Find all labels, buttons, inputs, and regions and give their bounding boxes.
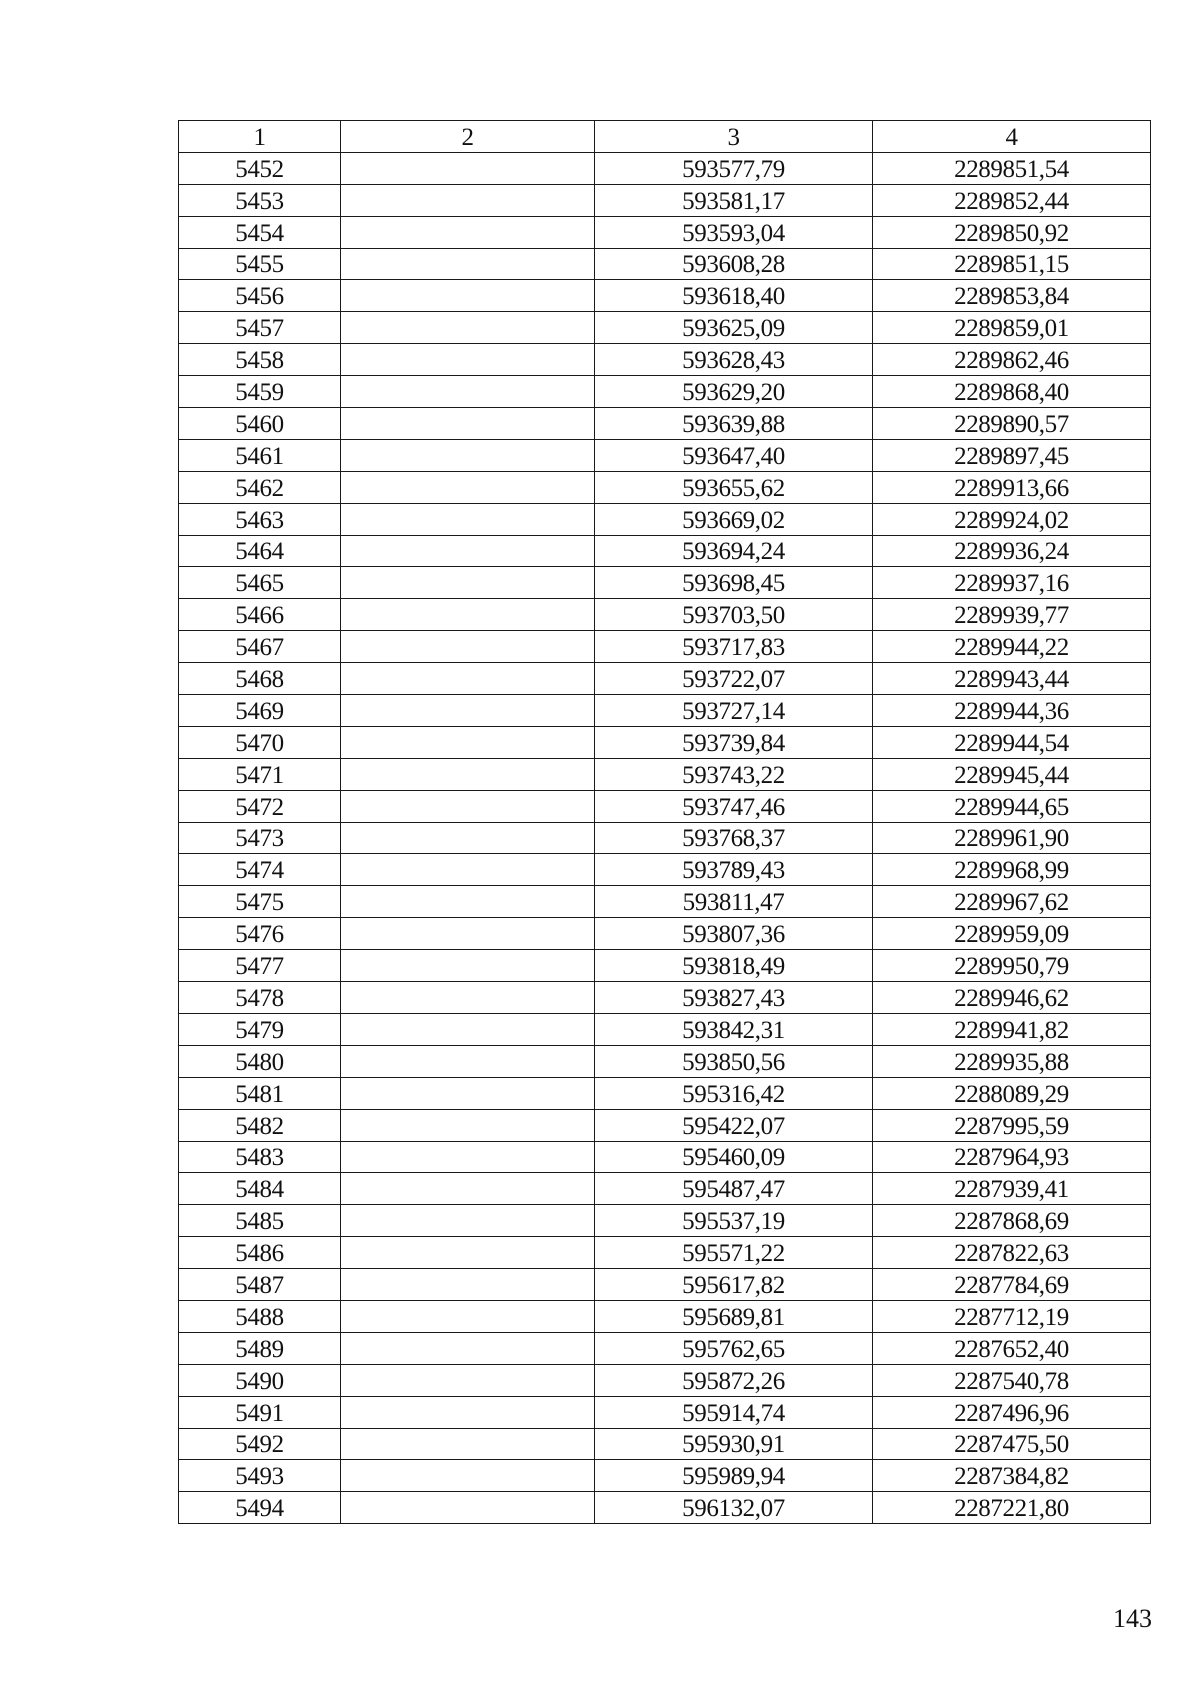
point-number-cell: 5460: [179, 408, 341, 440]
description-cell: [341, 152, 595, 184]
table-row: [179, 1077, 1151, 1109]
coordinate-x-cell: 593768,37: [595, 822, 873, 854]
coordinate-x-cell: 595930,91: [595, 1428, 873, 1460]
page-number: 143: [1113, 1604, 1152, 1633]
point-number-cell: 5492: [179, 1428, 341, 1460]
table-row: [179, 1205, 1151, 1237]
coordinate-x-cell: 593743,22: [595, 758, 873, 790]
coordinate-y-cell: 2289950,79: [873, 950, 1151, 982]
coordinate-y-cell: 2289937,16: [873, 567, 1151, 599]
table-row: [179, 822, 1151, 854]
coordinate-y-cell: 2289943,44: [873, 663, 1151, 695]
point-number-cell: 5453: [179, 184, 341, 216]
description-cell: [341, 663, 595, 695]
coordinate-y-cell: 2287221,80: [873, 1492, 1151, 1524]
table-row: [179, 758, 1151, 790]
coordinate-x-cell: 593628,43: [595, 344, 873, 376]
coordinate-x-cell: 593739,84: [595, 726, 873, 758]
point-number-cell: 5488: [179, 1300, 341, 1332]
table-row: [179, 439, 1151, 471]
description-cell: [341, 1109, 595, 1141]
table-row: [179, 1141, 1151, 1173]
coordinate-x-cell: 593818,49: [595, 950, 873, 982]
coordinate-x-cell: 595914,74: [595, 1396, 873, 1428]
table-row: [179, 248, 1151, 280]
table-header: [179, 121, 1151, 153]
coordinate-x-cell: 595316,42: [595, 1077, 873, 1109]
coordinate-x-cell: 593842,31: [595, 1013, 873, 1045]
coordinate-y-cell: 2289936,24: [873, 535, 1151, 567]
description-cell: [341, 1237, 595, 1269]
header-col-1: 1: [179, 121, 341, 153]
coordinate-x-cell: 593625,09: [595, 312, 873, 344]
point-number-cell: 5478: [179, 982, 341, 1014]
description-cell: [341, 312, 595, 344]
point-number-cell: 5467: [179, 631, 341, 663]
table-row: [179, 918, 1151, 950]
coordinate-y-cell: 2289850,92: [873, 216, 1151, 248]
coordinate-y-cell: 2289862,46: [873, 344, 1151, 376]
coordinate-y-cell: 2289944,65: [873, 790, 1151, 822]
coordinate-y-cell: 2287939,41: [873, 1173, 1151, 1205]
header-col-2: 2: [341, 121, 595, 153]
coordinate-y-cell: 2289852,44: [873, 184, 1151, 216]
coordinate-y-cell: 2287784,69: [873, 1269, 1151, 1301]
coordinate-x-cell: 595537,19: [595, 1205, 873, 1237]
description-cell: [341, 854, 595, 886]
coordinate-x-cell: 593647,40: [595, 439, 873, 471]
point-number-cell: 5469: [179, 695, 341, 727]
table-row: [179, 312, 1151, 344]
table-row: [179, 1460, 1151, 1492]
description-cell: [341, 248, 595, 280]
point-number-cell: 5472: [179, 790, 341, 822]
description-cell: [341, 1269, 595, 1301]
coordinate-x-cell: 596132,07: [595, 1492, 873, 1524]
table-row: [179, 886, 1151, 918]
table-row: [179, 726, 1151, 758]
table-row: [179, 376, 1151, 408]
coordinate-x-cell: 593629,20: [595, 376, 873, 408]
coordinate-x-cell: 593698,45: [595, 567, 873, 599]
table-row: [179, 408, 1151, 440]
coordinate-x-cell: 593789,43: [595, 854, 873, 886]
description-cell: [341, 726, 595, 758]
point-number-cell: 5490: [179, 1364, 341, 1396]
description-cell: [341, 1205, 595, 1237]
description-cell: [341, 1300, 595, 1332]
table-row: [179, 950, 1151, 982]
point-number-cell: 5474: [179, 854, 341, 886]
coordinate-x-cell: 593655,62: [595, 471, 873, 503]
point-number-cell: 5470: [179, 726, 341, 758]
description-cell: [341, 376, 595, 408]
coordinate-y-cell: 2289851,15: [873, 248, 1151, 280]
coordinate-y-cell: 2287540,78: [873, 1364, 1151, 1396]
table-row: [179, 1013, 1151, 1045]
coordinate-y-cell: 2289851,54: [873, 152, 1151, 184]
description-cell: [341, 184, 595, 216]
point-number-cell: 5489: [179, 1332, 341, 1364]
table-row: [179, 599, 1151, 631]
point-number-cell: 5483: [179, 1141, 341, 1173]
coordinate-x-cell: 593850,56: [595, 1045, 873, 1077]
description-cell: [341, 1396, 595, 1428]
coordinate-x-cell: 593669,02: [595, 503, 873, 535]
table-row: [179, 663, 1151, 695]
description-cell: [341, 599, 595, 631]
coordinate-y-cell: 2289890,57: [873, 408, 1151, 440]
coordinate-y-cell: 2289961,90: [873, 822, 1151, 854]
coordinate-y-cell: 2287868,69: [873, 1205, 1151, 1237]
table-row: [179, 1269, 1151, 1301]
coordinate-x-cell: 595617,82: [595, 1269, 873, 1301]
coordinate-y-cell: 2287995,59: [873, 1109, 1151, 1141]
coordinate-x-cell: 593827,43: [595, 982, 873, 1014]
table-row: [179, 790, 1151, 822]
coordinate-y-cell: 2289944,36: [873, 695, 1151, 727]
coordinate-y-cell: 2289924,02: [873, 503, 1151, 535]
coordinate-x-cell: 595460,09: [595, 1141, 873, 1173]
description-cell: [341, 695, 595, 727]
description-cell: [341, 408, 595, 440]
point-number-cell: 5464: [179, 535, 341, 567]
description-cell: [341, 982, 595, 1014]
coordinate-x-cell: 595989,94: [595, 1460, 873, 1492]
coordinate-x-cell: 593807,36: [595, 918, 873, 950]
table-row: [179, 982, 1151, 1014]
coordinate-y-cell: 2289967,62: [873, 886, 1151, 918]
coordinate-x-cell: 593581,17: [595, 184, 873, 216]
point-number-cell: 5475: [179, 886, 341, 918]
coordinate-y-cell: 2287964,93: [873, 1141, 1151, 1173]
point-number-cell: 5461: [179, 439, 341, 471]
point-number-cell: 5455: [179, 248, 341, 280]
point-number-cell: 5459: [179, 376, 341, 408]
description-cell: [341, 1077, 595, 1109]
description-cell: [341, 1460, 595, 1492]
coordinate-y-cell: 2287475,50: [873, 1428, 1151, 1460]
header-col-4: 4: [873, 121, 1151, 153]
point-number-cell: 5479: [179, 1013, 341, 1045]
table-row: [179, 184, 1151, 216]
coordinate-y-cell: 2289897,45: [873, 439, 1151, 471]
coordinate-y-cell: 2289913,66: [873, 471, 1151, 503]
point-number-cell: 5458: [179, 344, 341, 376]
table-row: [179, 854, 1151, 886]
description-cell: [341, 280, 595, 312]
description-cell: [341, 1364, 595, 1396]
table-row: [179, 1428, 1151, 1460]
coordinate-y-cell: 2289935,88: [873, 1045, 1151, 1077]
point-number-cell: 5476: [179, 918, 341, 950]
description-cell: [341, 950, 595, 982]
coordinate-y-cell: 2288089,29: [873, 1077, 1151, 1109]
coordinate-x-cell: 593639,88: [595, 408, 873, 440]
description-cell: [341, 918, 595, 950]
table-row: [179, 1300, 1151, 1332]
table-row: [179, 1237, 1151, 1269]
description-cell: [341, 1173, 595, 1205]
coordinate-x-cell: 595571,22: [595, 1237, 873, 1269]
table-body: [179, 152, 1151, 1523]
coordinate-y-cell: 2287496,96: [873, 1396, 1151, 1428]
description-cell: [341, 1492, 595, 1524]
table-row: [179, 1492, 1151, 1524]
point-number-cell: 5477: [179, 950, 341, 982]
point-number-cell: 5493: [179, 1460, 341, 1492]
point-number-cell: 5487: [179, 1269, 341, 1301]
table-row: [179, 1364, 1151, 1396]
point-number-cell: 5463: [179, 503, 341, 535]
coordinate-x-cell: 593811,47: [595, 886, 873, 918]
table-row: [179, 535, 1151, 567]
table-row: [179, 631, 1151, 663]
coordinates-table: [178, 120, 1151, 1524]
description-cell: [341, 503, 595, 535]
coordinate-x-cell: 593593,04: [595, 216, 873, 248]
coordinate-x-cell: 595872,26: [595, 1364, 873, 1396]
table-row: [179, 567, 1151, 599]
coordinate-y-cell: 2289939,77: [873, 599, 1151, 631]
point-number-cell: 5471: [179, 758, 341, 790]
coordinate-x-cell: 593747,46: [595, 790, 873, 822]
point-number-cell: 5486: [179, 1237, 341, 1269]
table-row: [179, 1173, 1151, 1205]
description-cell: [341, 790, 595, 822]
coordinate-x-cell: 593618,40: [595, 280, 873, 312]
header-row: [179, 121, 1151, 153]
point-number-cell: 5494: [179, 1492, 341, 1524]
table-row: [179, 471, 1151, 503]
point-number-cell: 5457: [179, 312, 341, 344]
point-number-cell: 5481: [179, 1077, 341, 1109]
point-number-cell: 5462: [179, 471, 341, 503]
coordinate-y-cell: 2289868,40: [873, 376, 1151, 408]
coordinate-x-cell: 595689,81: [595, 1300, 873, 1332]
coordinate-x-cell: 593694,24: [595, 535, 873, 567]
description-cell: [341, 567, 595, 599]
description-cell: [341, 631, 595, 663]
description-cell: [341, 1013, 595, 1045]
description-cell: [341, 1141, 595, 1173]
coordinate-x-cell: 593703,50: [595, 599, 873, 631]
description-cell: [341, 822, 595, 854]
coordinate-x-cell: 593727,14: [595, 695, 873, 727]
coordinate-x-cell: 595762,65: [595, 1332, 873, 1364]
point-number-cell: 5482: [179, 1109, 341, 1141]
coordinate-y-cell: 2289859,01: [873, 312, 1151, 344]
header-col-3: 3: [595, 121, 873, 153]
coordinate-y-cell: 2289968,99: [873, 854, 1151, 886]
coordinate-y-cell: 2287384,82: [873, 1460, 1151, 1492]
description-cell: [341, 216, 595, 248]
coordinate-x-cell: 593608,28: [595, 248, 873, 280]
description-cell: [341, 1332, 595, 1364]
point-number-cell: 5480: [179, 1045, 341, 1077]
table-row: [179, 1396, 1151, 1428]
point-number-cell: 5465: [179, 567, 341, 599]
coordinate-x-cell: 593722,07: [595, 663, 873, 695]
coordinate-y-cell: 2287652,40: [873, 1332, 1151, 1364]
point-number-cell: 5484: [179, 1173, 341, 1205]
table-row: [179, 1332, 1151, 1364]
coordinate-x-cell: 595422,07: [595, 1109, 873, 1141]
point-number-cell: 5468: [179, 663, 341, 695]
coordinate-x-cell: 593717,83: [595, 631, 873, 663]
point-number-cell: 5456: [179, 280, 341, 312]
coordinate-y-cell: 2289959,09: [873, 918, 1151, 950]
coordinate-y-cell: 2289945,44: [873, 758, 1151, 790]
coordinate-x-cell: 595487,47: [595, 1173, 873, 1205]
table-row: [179, 344, 1151, 376]
point-number-cell: 5491: [179, 1396, 341, 1428]
table-row: [179, 152, 1151, 184]
description-cell: [341, 758, 595, 790]
table-row: [179, 216, 1151, 248]
coordinate-y-cell: 2289946,62: [873, 982, 1151, 1014]
table-row: [179, 280, 1151, 312]
description-cell: [341, 535, 595, 567]
coordinate-y-cell: 2289853,84: [873, 280, 1151, 312]
description-cell: [341, 1428, 595, 1460]
description-cell: [341, 1045, 595, 1077]
coordinate-y-cell: 2287822,63: [873, 1237, 1151, 1269]
coordinate-y-cell: 2289941,82: [873, 1013, 1151, 1045]
coordinate-y-cell: 2287712,19: [873, 1300, 1151, 1332]
point-number-cell: 5473: [179, 822, 341, 854]
point-number-cell: 5466: [179, 599, 341, 631]
coordinate-x-cell: 593577,79: [595, 152, 873, 184]
description-cell: [341, 439, 595, 471]
description-cell: [341, 471, 595, 503]
point-number-cell: 5452: [179, 152, 341, 184]
point-number-cell: 5485: [179, 1205, 341, 1237]
table-row: [179, 1109, 1151, 1141]
description-cell: [341, 886, 595, 918]
table-row: [179, 695, 1151, 727]
table-row: [179, 503, 1151, 535]
coordinate-y-cell: 2289944,54: [873, 726, 1151, 758]
coordinate-y-cell: 2289944,22: [873, 631, 1151, 663]
description-cell: [341, 344, 595, 376]
point-number-cell: 5454: [179, 216, 341, 248]
table-row: [179, 1045, 1151, 1077]
